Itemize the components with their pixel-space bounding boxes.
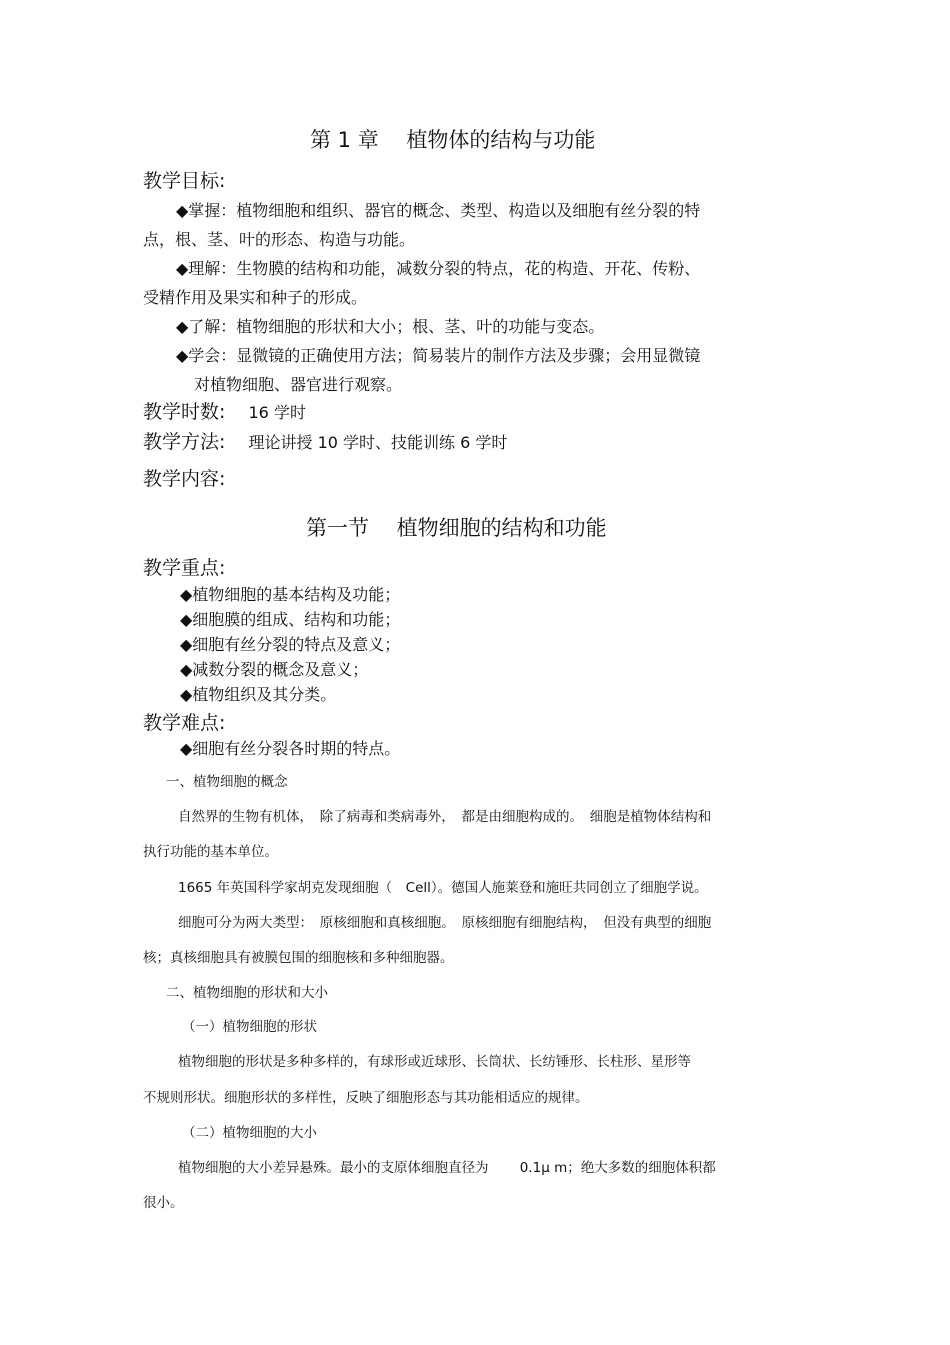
teaching-content-heading: 教学内容: — [143, 468, 226, 490]
chapter-title: 第 1 章 植物体的结构与功能 — [310, 128, 596, 152]
paragraph-line: 1665 年英国科学家胡克发现细胞（ Cell）。德国人施莱登和施旺共同创立了细胞学说。 — [178, 880, 708, 896]
paragraph-line: 执行功能的基本单位。 — [143, 844, 278, 860]
section-title: 第一节 植物细胞的结构和功能 — [306, 516, 607, 540]
paragraph-line: 细胞可分为两大类型： 原核细胞和真核细胞。 原核细胞有细胞结构， 但没有典型的细胞 — [178, 915, 712, 931]
teaching-hours-value: 16 学时 — [248, 403, 306, 422]
key-point-item: ◆植物细胞的基本结构及功能； — [180, 585, 401, 604]
key-point-item: ◆细胞有丝分裂的特点及意义； — [180, 635, 401, 654]
key-point-item: ◆植物组织及其分类。 — [180, 685, 337, 704]
teaching-hours — [143, 403, 306, 422]
goal-line: ◆理解：生物膜的结构和功能，减数分裂的特点，花的构造、开花、传粉、 — [176, 259, 701, 278]
goal-line: 点，根、茎、叶的形态、构造与功能。 — [143, 230, 416, 249]
key-point-item: ◆细胞膜的组成、结构和功能； — [180, 610, 401, 629]
goal-line: 受精作用及果实和种子的形成。 — [143, 288, 368, 307]
teaching-goals-heading: 教学目标: — [143, 170, 226, 192]
paragraph-line: 不规则形状。细胞形状的多样性，反映了细胞形态与其功能相适应的规律。 — [143, 1090, 589, 1106]
difficult-points-heading: 教学难点: — [143, 712, 226, 734]
goal-line: ◆掌握：植物细胞和组织、器官的概念、类型、构造以及细胞有丝分裂的特 — [176, 201, 701, 220]
paragraph-line: 核；真核细胞具有被膜包围的细胞核和多种细胞器。 — [143, 950, 454, 966]
paragraph-line: 植物细胞的形状是多种多样的，有球形或近球形、长筒状、长纺锤形、长柱形、星形等 — [178, 1054, 691, 1070]
teaching-method-value: 理论讲授 10 学时、技能训练 6 学时 — [248, 433, 508, 452]
key-points-heading: 教学重点: — [143, 557, 226, 579]
paragraph-line: 很小。 — [143, 1195, 184, 1211]
sub-subsection-heading: （二）植物细胞的大小 — [182, 1125, 317, 1141]
teaching-method-label: 教学方法: — [143, 431, 226, 453]
teaching-hours-label: 教学时数: — [143, 401, 226, 423]
sub-subsection-heading: （一）植物细胞的形状 — [182, 1019, 317, 1035]
paragraph-line: 植物细胞的大小差异悬殊。最小的支原体细胞直径为 0.1μ m；绝大多数的细胞体积都 — [178, 1160, 716, 1176]
paragraph-line: 自然界的生物有机体， 除了病毒和类病毒外， 都是由细胞构成的。 细胞是植物体结构和 — [178, 809, 712, 825]
teaching-method — [143, 433, 507, 452]
subsection-heading: 一、植物细胞的概念 — [166, 774, 288, 790]
goal-line: 对植物细胞、器官进行观察。 — [194, 375, 403, 394]
goal-line: ◆学会：显微镜的正确使用方法；简易装片的制作方法及步骤；会用显微镜 — [176, 346, 701, 365]
key-point-item: ◆减数分裂的概念及意义； — [180, 660, 369, 679]
difficult-point-item: ◆细胞有丝分裂各时期的特点。 — [180, 739, 401, 758]
subsection-heading: 二、植物细胞的形状和大小 — [166, 985, 328, 1001]
goal-line: ◆了解：植物细胞的形状和大小；根、茎、叶的功能与变态。 — [176, 317, 605, 336]
